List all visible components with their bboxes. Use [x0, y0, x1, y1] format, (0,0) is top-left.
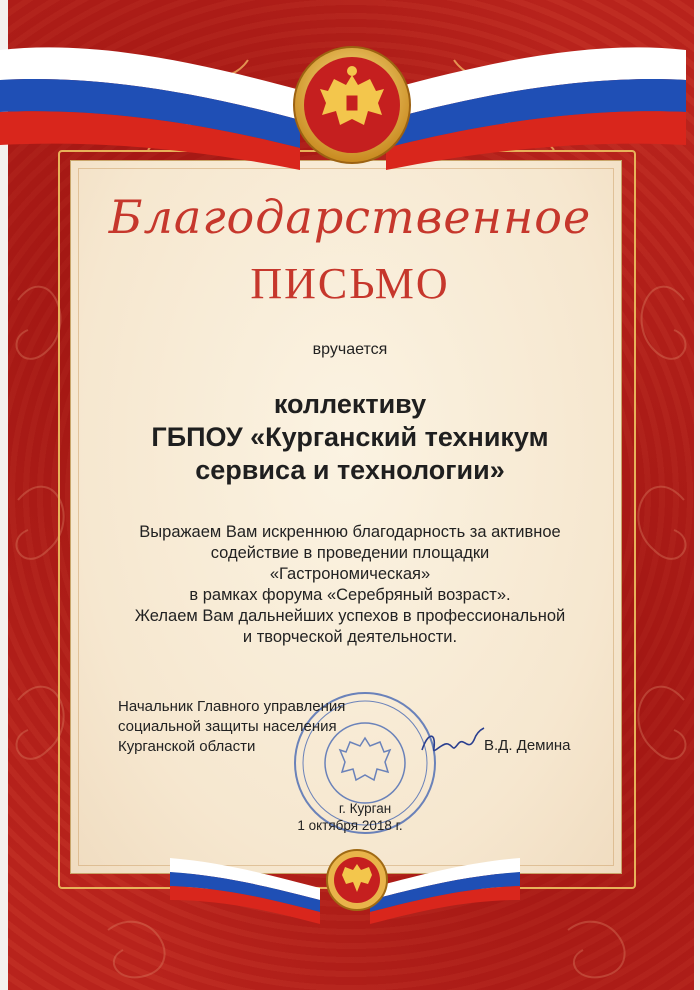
small-emblem-medallion [325, 848, 389, 912]
recipient-line-3: сервиса и технологии» [195, 455, 505, 485]
message-line-5: Желаем Вам дальнейших успехов в профессиональной [134, 607, 566, 625]
intro-text: вручается [312, 341, 388, 358]
recipient-line-1: коллективу [273, 389, 427, 419]
message-line-1: Выражаем Вам искреннюю благодарность за активное [139, 523, 561, 541]
message-line-4: в рамках форума «Серебряный возраст». [189, 586, 511, 604]
position-line-2: социальной защиты населения [118, 718, 337, 735]
recipient-block [0, 388, 700, 487]
double-headed-eagle-emblem [292, 45, 412, 165]
date-text: 1 октября 2018 г. [297, 818, 403, 833]
message-line-3: «Гастрономическая» [269, 565, 431, 583]
recipient-line-2: ГБПОУ «Курганский техникум [151, 422, 549, 452]
position-line-1: Начальник Главного управления [118, 698, 346, 715]
signatory-position [118, 697, 345, 757]
message-block [0, 522, 700, 648]
position-line-3: Курганской области [118, 738, 256, 755]
place-text: г. Курган [338, 801, 392, 816]
title-line-2: ПИСЬМО [250, 259, 450, 308]
message-line-6: и творческой деятельности. [242, 628, 458, 646]
place-and-date [0, 800, 700, 834]
signatory-name: В.Д. Демина [484, 737, 571, 754]
message-line-2: содействие в проведении площадки [210, 544, 490, 562]
handwritten-signature [418, 722, 488, 762]
title-line-1: Благодарственное [108, 190, 592, 244]
